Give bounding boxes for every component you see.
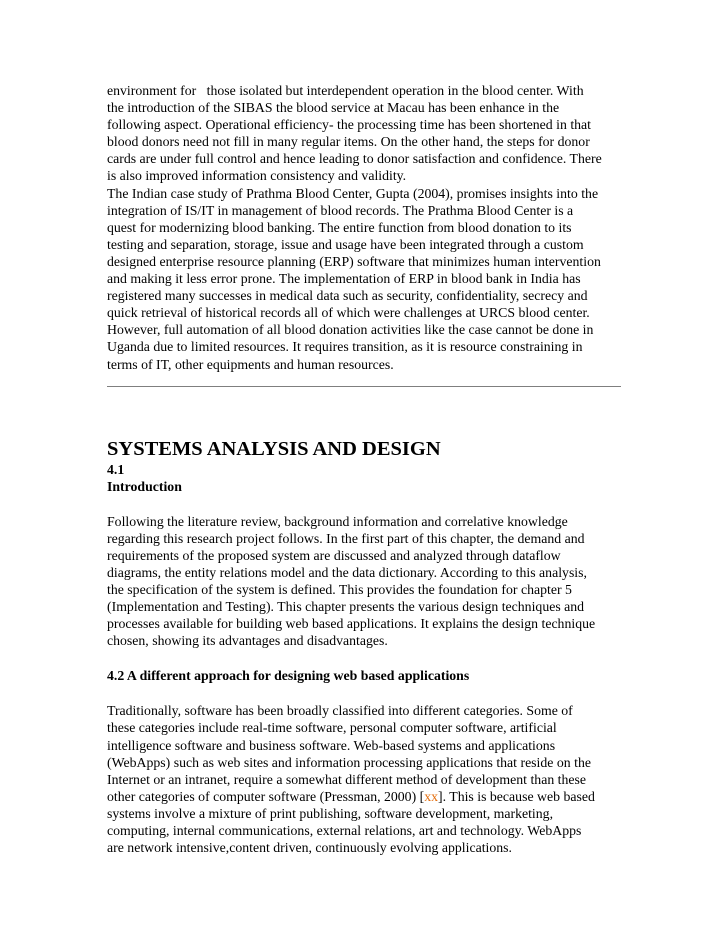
- citation-prefix: other categories of computer software (Pressman, 2000) [: [107, 788, 425, 804]
- text-line: requirements of the proposed system are discussed and analyzed through dataflow: [107, 547, 561, 563]
- text-line: blood donors need not fill in many regular items. On the other hand, the steps for donor: [107, 134, 590, 150]
- text-line: intelligence software and business software. Web-based systems and applications: [107, 737, 556, 753]
- text-line: quick retrieval of historical records all of which were challenges at URCS blood center.: [107, 305, 590, 321]
- text-line: The Indian case study of Prathma Blood Center, Gupta (2004), promises insights into the: [107, 185, 599, 201]
- citation-line: [107, 788, 627, 805]
- text-line: terms of IT, other equipments and human resources.: [107, 356, 394, 372]
- text-line: the introduction of the SIBAS the blood service at Macau has been enhance in the: [107, 100, 560, 116]
- text-line: quest for modernizing blood banking. The entire function from blood donation to its: [107, 219, 572, 235]
- text-line: Following the literature review, background information and correlative knowledge: [107, 513, 568, 529]
- paragraph-web-approach: [107, 702, 627, 856]
- subsection-heading: 4.2 A different approach for designing web based applications: [107, 668, 470, 684]
- text-line: computing, internal communications, external relations, art and technology. WebApps: [107, 823, 582, 838]
- paragraph-introduction: [107, 513, 627, 650]
- text-line: environment for those isolated but interdependent operation in the blood center. With: [107, 83, 584, 98]
- text-line: registered many successes in medical data such as security, confidentiality, secrecy and: [107, 288, 588, 304]
- text-line: (WebApps) such as web sites and information processing applications that reside on the: [107, 754, 591, 770]
- section-divider: [107, 386, 621, 387]
- text-line: processes available for building web based applications. It explains the design technique: [107, 616, 596, 632]
- text-line: systems involve a mixture of print publishing, software development, marketing,: [107, 805, 554, 821]
- text-line: cards are under full control and hence leading to donor satisfaction and confidence. There: [107, 151, 602, 167]
- text-line: integration of IS/IT in management of blood records. The Prathma Blood Center is a: [107, 202, 574, 218]
- citation-link[interactable]: xx: [424, 788, 439, 804]
- section-title: Introduction: [107, 478, 182, 494]
- paragraph-prathma: [107, 185, 627, 373]
- text-line: Traditionally, software has been broadly classified into different categories. Some of: [107, 703, 573, 719]
- section-number: 4.1: [107, 461, 125, 477]
- text-line: chosen, showing its advantages and disadvantages.: [107, 633, 388, 649]
- text-line: the specification of the system is defined. This provides the foundation for chapter 5: [107, 581, 572, 597]
- text-line: is also improved information consistency and validity.: [107, 168, 407, 184]
- text-line: Internet or an intranet, require a somewhat different method of development than these: [107, 771, 587, 787]
- chapter-title: SYSTEMS ANALYSIS AND DESIGN: [107, 437, 441, 460]
- citation-suffix: ]. This is because web based: [438, 788, 595, 804]
- text-line: designed enterprise resource planning (ERP) software that minimizes human intervention: [107, 253, 601, 269]
- text-line: are network intensive,content driven, continuously evolving applications.: [107, 840, 512, 856]
- document-page: [107, 82, 627, 856]
- text-line: following aspect. Operational efficiency- the processing time has been shortened in that: [107, 117, 592, 133]
- text-line: regarding this research project follows. In the first part of this chapter, the demand and: [107, 530, 585, 546]
- text-line: Uganda due to limited resources. It requires transition, as it is resource constraining in: [107, 339, 583, 355]
- text-line: (Implementation and Testing). This chapter presents the various design techniques and: [107, 599, 585, 615]
- text-line: and making it less error prone. The implementation of ERP in blood bank in India has: [107, 271, 581, 287]
- text-line: However, full automation of all blood donation activities like the case cannot be done in: [107, 322, 594, 338]
- text-line: testing and separation, storage, issue and usage have been integrated through a custom: [107, 236, 584, 252]
- paragraph-sibas: [107, 82, 627, 185]
- text-line: these categories include real-time software, personal computer software, artificial: [107, 720, 557, 736]
- text-line: diagrams, the entity relations model and the data dictionary. According to this analysis,: [107, 564, 587, 580]
